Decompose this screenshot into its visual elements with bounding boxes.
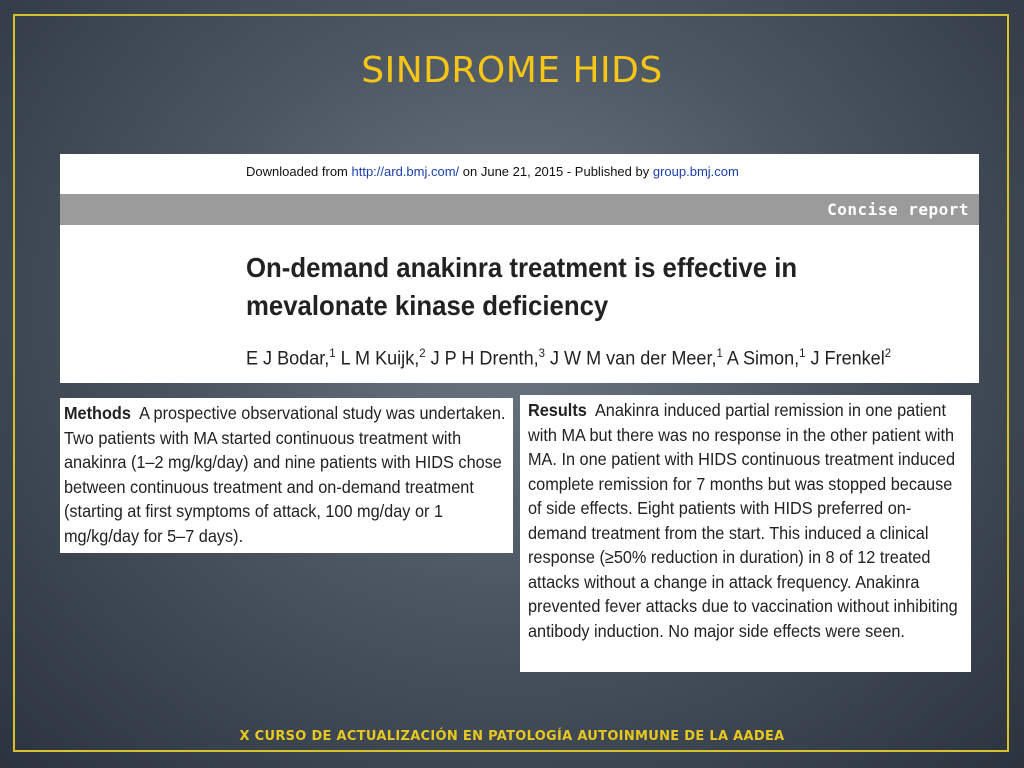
author-name: J W M van der Meer, [550,348,717,370]
author-affiliation: 2 [419,346,426,360]
download-middle: on June 21, 2015 - Published by [459,164,653,179]
methods-text: A prospective observational study was undertaken. Two patients with MA started continuous treatment with anakinra (1–2 mg/kg/day) and nine patients with HIDS chose between continuous treatment and on-demand treatment (starting at first symptoms of attack, 100 mg/day or 1 mg/kg/day for 5–7 days). [64,403,506,546]
section-label: Concise report [827,200,969,219]
author-list [246,346,930,370]
author-affiliation: 1 [716,346,723,360]
methods-paragraph [64,401,509,548]
author-affiliation: 3 [538,346,545,360]
download-line [60,164,979,179]
author-name: J Frenkel [810,348,885,370]
author-affiliation: 2 [884,346,892,360]
article-title-line: mevalonate kinase deficiency [246,290,609,321]
author-name: E J Bodar, [246,348,330,370]
download-prefix: Downloaded from [246,164,352,179]
author-affiliation: 1 [329,346,336,360]
journal-link[interactable]: http://ard.bmj.com/ [351,164,460,179]
methods-box [60,398,513,553]
slide-footer: X CURSO DE ACTUALIZACIÓN EN PATOLOGÍA AUTOINMUNE DE LA AADEA [239,729,785,744]
slide-title: SINDROME HIDS [361,50,663,91]
results-text: Anakinra induced partial remission in one patient with MA but there was no response in the other patient with MA. In one patient with HIDS continuous treatment induced complete remission for 7 months but was stopped because of side effects. Eight patients with HIDS preferred on-demand treatment from the start. This induced a clinical response (≥50% reduction in duration) in 8 of 12 treated attacks without a change in attack frequency. Anakinra prevented fever attacks due to vaccination without inhibiting antibody induction. No major side effects were seen. [528,400,958,641]
section-band [60,194,979,225]
article-title-line: On-demand anakinra treatment is effective in [246,252,798,283]
results-paragraph [528,398,967,643]
results-box [520,395,971,672]
author-name: L M Kuijk, [340,348,420,370]
article-title [246,249,890,325]
paper-header-image [60,154,979,383]
author-name: A Simon, [726,348,800,370]
results-heading: Results [528,400,587,420]
methods-heading: Methods [64,403,131,423]
publisher-link[interactable]: group.bmj.com [652,164,739,179]
author-affiliation: 1 [799,346,806,360]
author-name: J P H Drenth, [430,348,539,370]
